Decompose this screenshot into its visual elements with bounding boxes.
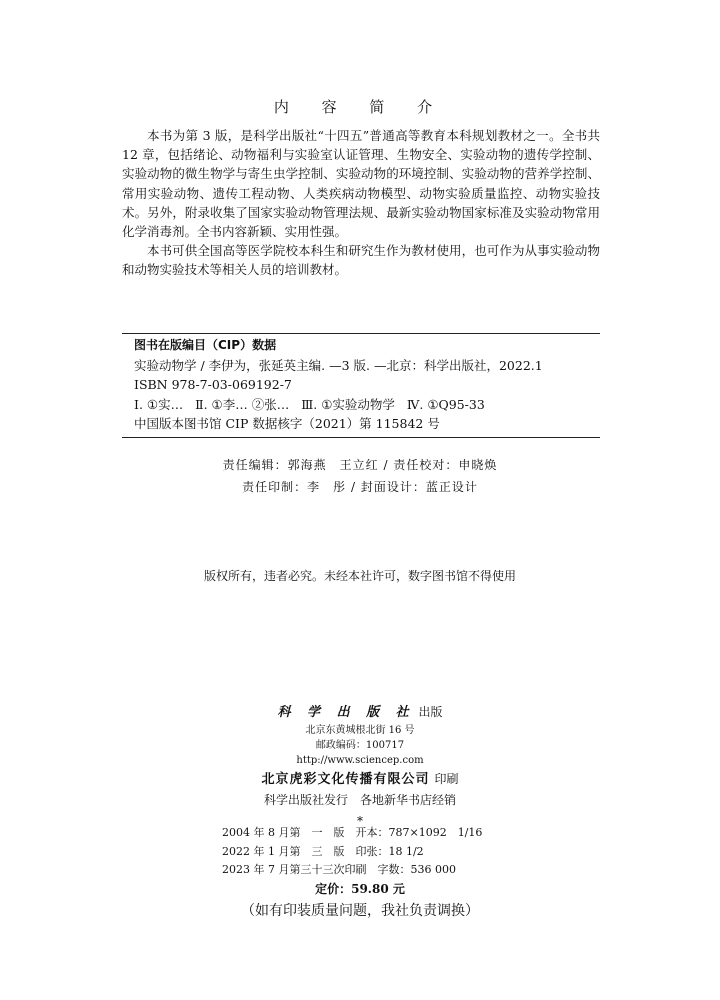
price: 定价：59.80 元 [315,882,405,896]
publisher-role: 出版 [418,705,443,719]
publisher-postcode: 邮政编码：100717 [315,740,405,751]
intro-paragraph: 本书可供全国高等医学院校本科生和研究生作为教材使用，也可作为从事实验动物和动物实验技术等相关人员的培训教材。 [122,243,600,278]
intro-paragraph: 本书为第 3 版，是科学出版社“十四五”普通高等教育本科规划教材之一。全书共 12 章，包括绪论、动物福利与实验室认证管理、生物安全、实验动物的遗传学控制、实验动物的微生物学与寄生虫学控制、实验动物的环境控制、实验动物的营养学控制、常用实验动物、遗传工程动物、人类疾病动物模型、动物实验质量监控、动物实验技术。另外，附录收集了国家实验动物管理法规、最新实验动物国家标准及实验动物常用化学消毒剂。全书内容新颖、实用性强。 [122,128,600,240]
editors-block [0,454,720,498]
editors-line: 责任编辑：郭海燕 王立红 / 责任校对：申晓焕 [222,458,498,472]
copyright-notice: 版权所有，违者必究。未经本社许可，数字图书馆不得使用 [203,569,516,583]
quality-note: （如有印装质量问题，我社负责调换） [241,903,479,919]
printer-name: 北京虎彩文化传播有限公司 [261,772,430,787]
cip-heading: 图书在版编目（CIP）数据 [134,338,277,352]
publisher-block [0,702,720,832]
cip-isbn: ISBN 978-7-03-069192-7 [134,377,292,392]
edition-line: 2022 年 1 月第 三 版 印张：18 1/2 [222,844,424,858]
printer-role: 印刷 [434,772,459,786]
publisher-website: http://www.sciencep.com [296,755,424,766]
page-title: 内 容 简 介 [273,98,447,116]
separator-star: * [357,814,363,828]
cip-class-item: Ⅱ. ①李… ②张… [195,396,290,412]
cip-number: 中国版本图书馆 CIP 数据核字（2021）第 115842 号 [134,416,440,431]
cip-block [122,333,600,438]
publisher-name: 科 学 出 版 社 [277,705,415,720]
cip-class-item: Ⅳ. ①Q95-33 [406,396,485,412]
publisher-address: 北京东黄城根北街 16 号 [305,725,415,736]
cip-classification [134,395,600,415]
editors-line: 责任印制：李 彤 / 封面设计：蓝正设计 [242,480,478,494]
distribution-line: 科学出版社发行 各地新华书店经销 [263,793,456,807]
edition-line: 2023 年 7 月第三十三次印刷 字数：536 000 [222,863,456,876]
edition-info [222,824,482,880]
cip-record: 实验动物学 / 李伊为，张延英主编. —3 版. —北京：科学出版社，2022.1 [134,357,543,373]
cip-class-item: Ⅰ. ①实… [134,396,184,412]
intro-text [122,126,600,280]
cip-class-item: Ⅲ. ①实验动物学 [301,396,395,412]
edition-line: 2004 年 8 月第 一 版 开本：787×1092 1/16 [222,826,483,839]
